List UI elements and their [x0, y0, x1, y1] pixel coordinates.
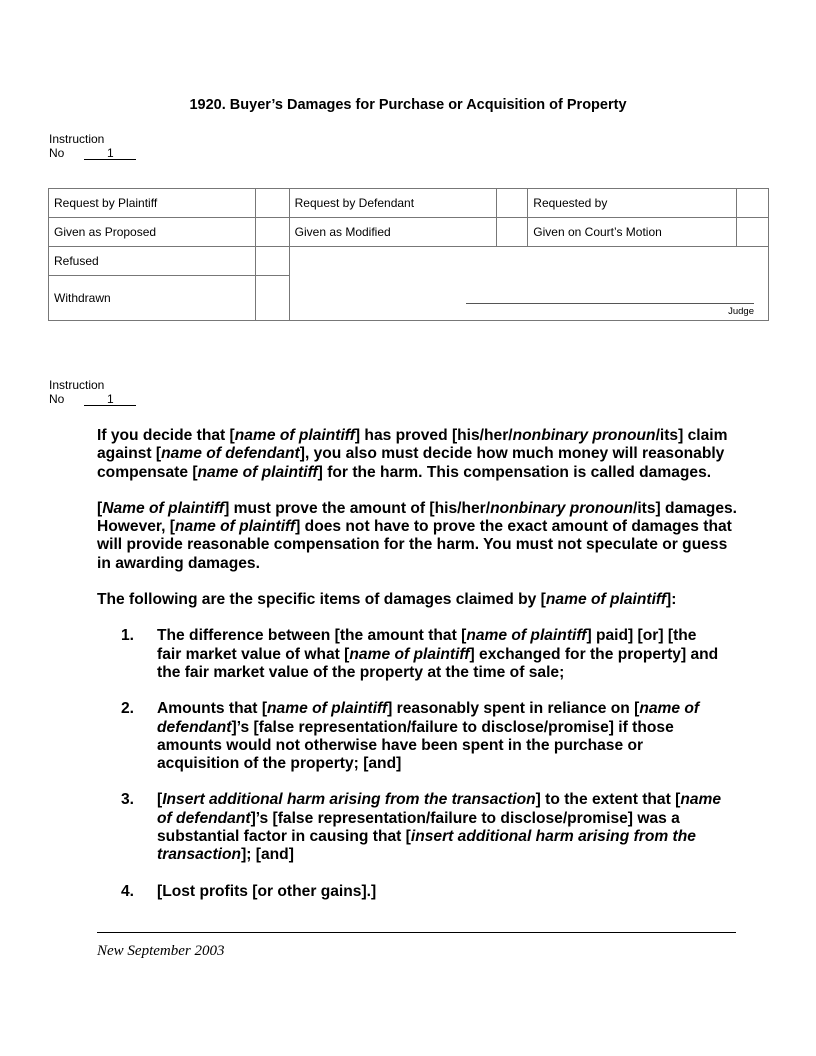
text-segment: ] for the harm. This compensation is called damages. — [317, 463, 712, 481]
damages-item — [121, 791, 737, 864]
placeholder-text: Insert additional harm arising from the transaction — [162, 791, 536, 809]
item-text — [157, 791, 722, 864]
refused-box[interactable] — [255, 247, 289, 276]
instruction-number: 1 — [84, 393, 136, 406]
given-as-proposed-box[interactable] — [255, 218, 289, 247]
instruction-number: 1 — [84, 147, 136, 160]
text-segment: ]’s [false representation/failure to disclose/promise] if those amounts would not otherwise have been spent in the purchase or acquisition of the property; [and] — [157, 718, 674, 773]
text-segment: ], you also must decide how much money will reasonably compensate [ — [97, 445, 725, 481]
damages-item — [121, 627, 737, 682]
paragraph — [97, 591, 737, 609]
placeholder-text: name of defendant — [157, 791, 722, 827]
text-segment: The difference between [the amount that [ — [157, 627, 467, 645]
item-text — [157, 700, 722, 773]
given-as-proposed-label: Given as Proposed — [49, 218, 256, 247]
refused-label: Refused — [49, 247, 256, 276]
damages-item — [121, 700, 737, 773]
given-as-modified-label: Given as Modified — [289, 218, 497, 247]
text-segment: ] exchanged for the property] and the fair market value of the property at the time of sale; — [157, 645, 719, 681]
text-segment: [ — [157, 791, 163, 809]
paragraph — [97, 427, 737, 482]
placeholder-text: name of defendant — [157, 700, 700, 736]
placeholder-text: name of plaintiff — [466, 627, 587, 645]
page-title: 1920. Buyer’s Damages for Purchase or Acquisition of Property — [189, 97, 627, 113]
placeholder-text: name of plaintiff — [545, 591, 667, 609]
text-segment: If you decide that [ — [97, 427, 235, 444]
text-segment: ]; [and] — [241, 846, 294, 864]
request-table — [48, 188, 769, 321]
placeholder-text: name of plaintiff — [349, 645, 470, 663]
withdrawn-box[interactable] — [255, 276, 289, 321]
placeholder-text: name of defendant — [161, 445, 300, 463]
text-segment: ] does not have to prove the exact amount of damages that will provide reasonable compensation for the harm. You must not speculate or guess in awarding damages. — [97, 518, 732, 572]
revision-note: New September 2003 — [97, 943, 225, 959]
text-segment: ]’s [false representation/failure to disclose/promise] was a substantial factor in causing that [ — [157, 809, 680, 846]
placeholder-text: name of plaintiff — [175, 518, 296, 536]
instruction-number-top — [49, 132, 136, 160]
requested-by-box[interactable] — [737, 189, 769, 218]
text-segment: ] must prove the amount of [his/her/ — [224, 499, 491, 517]
given-on-courts-motion-box[interactable] — [737, 218, 769, 247]
text-segment: The following are the specific items of damages claimed by [ — [97, 591, 546, 609]
text-segment: ] paid] [or] [the fair market value of what [ — [157, 627, 697, 663]
request-by-plaintiff-box[interactable] — [255, 189, 289, 218]
request-by-plaintiff-label: Request by Plaintiff — [49, 189, 256, 218]
item-number: 1. — [121, 627, 135, 645]
text-segment: [Lost profits [or other gains].] — [157, 882, 377, 900]
no-label: No — [49, 146, 65, 160]
placeholder-text: name of plaintiff — [267, 700, 388, 718]
given-on-courts-motion-label: Given on Court’s Motion — [528, 218, 737, 247]
placeholder-text: nonbinary pronoun — [512, 427, 656, 444]
instruction-number-bottom — [49, 378, 136, 406]
footer-divider — [97, 932, 736, 933]
item-number: 3. — [121, 791, 135, 809]
judge-signature-line: Judge — [466, 303, 754, 317]
request-by-defendant-label: Request by Defendant — [289, 189, 497, 218]
text-segment: ] reasonably spent in reliance on [ — [387, 700, 640, 718]
placeholder-text: name of plaintiff — [197, 463, 318, 481]
text-segment: ] to the extent that [ — [535, 791, 681, 809]
text-segment: /its] damages. However, [ — [97, 499, 737, 536]
item-number: 2. — [121, 700, 135, 718]
placeholder-text: Name of plaintiff — [102, 499, 225, 517]
instruction-label: Instruction — [49, 132, 105, 146]
item-text — [157, 627, 722, 682]
instruction-label: Instruction — [49, 378, 105, 392]
text-segment: [ — [97, 499, 103, 517]
withdrawn-label: Withdrawn — [49, 276, 256, 321]
instruction-body — [97, 427, 737, 919]
text-segment: ]: — [666, 591, 677, 609]
text-segment: Amounts that [ — [157, 700, 268, 718]
requested-by-label: Requested by — [528, 189, 737, 218]
damages-item — [121, 883, 737, 901]
no-label: No — [49, 392, 65, 406]
placeholder-text: insert additional harm arising from the transaction — [157, 828, 696, 864]
placeholder-text: name of plaintiff — [234, 427, 355, 444]
placeholder-text: nonbinary pronoun — [490, 499, 633, 517]
request-by-defendant-box[interactable] — [497, 189, 528, 218]
text-segment: ] has proved [his/her/ — [354, 427, 513, 444]
given-as-modified-box[interactable] — [497, 218, 528, 247]
text-segment: /its] claim against [ — [97, 427, 728, 463]
item-number: 4. — [121, 882, 135, 900]
paragraph — [97, 500, 737, 573]
item-text — [157, 883, 722, 901]
